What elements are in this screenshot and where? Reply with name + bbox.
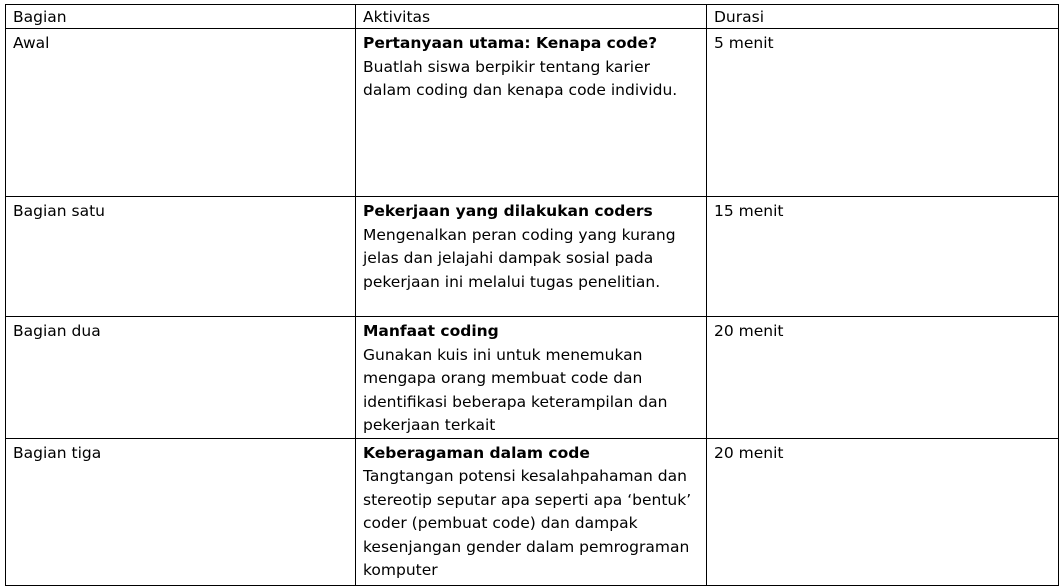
activity-description: Gunakan kuis ini untuk menemukan mengapa orang membuat code dan identifikasi beberapa keterampilan dan pekerjaan terkait [363,345,668,434]
activity-title: Keberagaman dalam code [363,443,590,462]
table-row [6,438,1059,585]
section-cell: Bagian dua [6,317,356,439]
duration-cell: 20 menit [707,438,1059,585]
table-row [6,29,1059,197]
activity-cell [356,438,707,585]
duration-cell: 20 menit [707,317,1059,439]
header-aktivitas: Aktivitas [356,5,707,29]
header-bagian: Bagian [6,5,356,29]
activity-cell [356,197,707,317]
table-header-row [6,5,1059,29]
section-cell: Awal [6,29,356,197]
lesson-plan-table [5,4,1059,586]
duration-cell: 5 menit [707,29,1059,197]
duration-cell: 15 menit [707,197,1059,317]
table-row [6,197,1059,317]
section-cell: Bagian satu [6,197,356,317]
activity-description: Tangtangan potensi kesalahpahaman dan stereotip seputar apa seperti apa ‘bentuk’ coder (pembuat code) dan dampak kesenjangan gender dalam pemrograman komputer [363,467,692,579]
header-durasi: Durasi [707,5,1059,29]
activity-cell [356,29,707,197]
activity-title: Pekerjaan yang dilakukan coders [363,202,653,220]
activity-description: Mengenalkan peran coding yang kurang jelas dan jelajahi dampak sosial pada pekerjaan ini melalui tugas penelitian. [363,225,676,291]
section-cell: Bagian tiga [6,438,356,585]
activity-title: Pertanyaan utama: Kenapa code? [363,34,658,52]
activity-description: Buatlah siswa berpikir tentang karier dalam coding dan kenapa code individu. [363,57,678,99]
activity-cell [356,317,707,439]
table-row [6,317,1059,439]
activity-title: Manfaat coding [363,322,499,340]
